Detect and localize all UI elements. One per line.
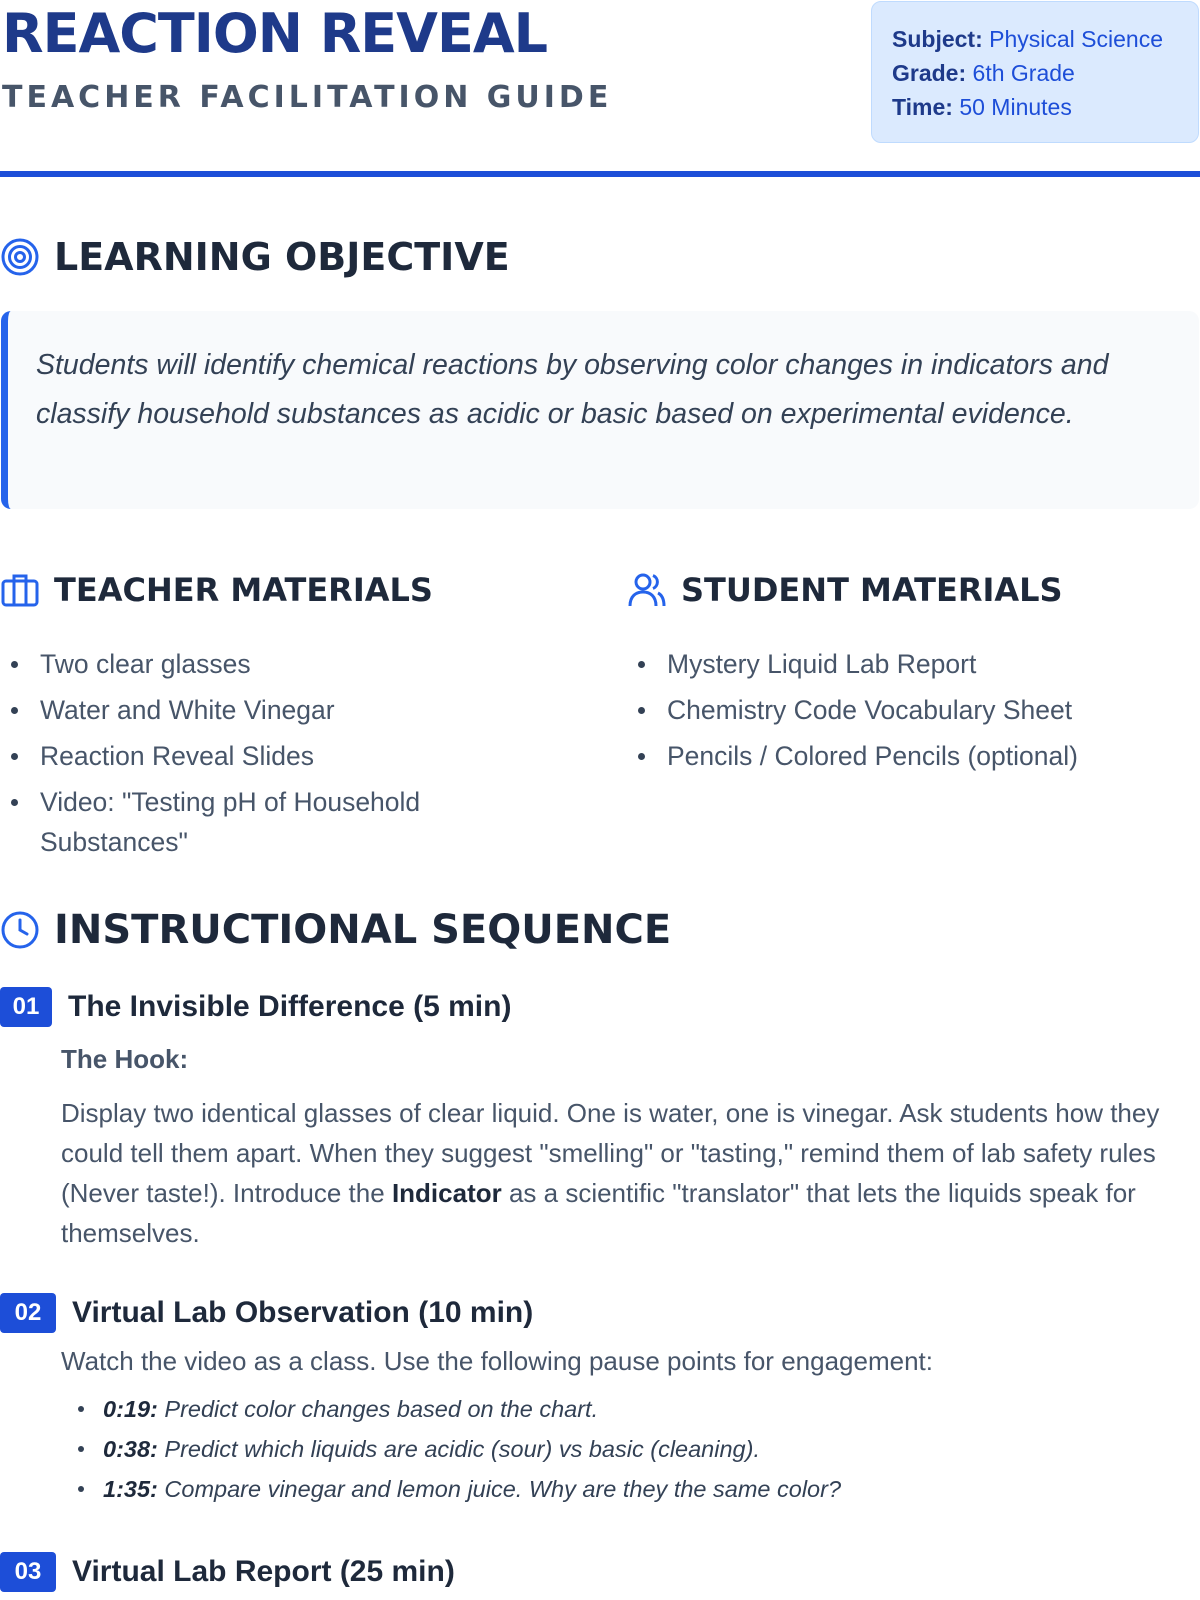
pause-time: 0:19: bbox=[103, 1396, 158, 1422]
sequence-step-02 bbox=[0, 1293, 1200, 1509]
list-item: Water and White Vinegar bbox=[0, 690, 560, 730]
sequence-step-03 bbox=[0, 1552, 455, 1592]
target-icon bbox=[0, 237, 40, 277]
pause-point bbox=[61, 1469, 1200, 1509]
pause-text: Predict color changes based on the chart. bbox=[157, 1396, 599, 1422]
step-title: The Invisible Difference (5 min) bbox=[68, 990, 512, 1023]
step-body bbox=[61, 1093, 1200, 1253]
teacher-materials-heading bbox=[0, 566, 560, 614]
meta-grade-label: Grade: bbox=[892, 60, 967, 86]
list-item: Video: "Testing pH of Household Substances" bbox=[0, 782, 470, 862]
meta-time-label: Time: bbox=[892, 94, 953, 120]
step-intro: Watch the video as a class. Use the following pause points for engagement: bbox=[61, 1346, 933, 1376]
pause-point bbox=[61, 1429, 1200, 1469]
users-icon bbox=[627, 570, 667, 610]
step-header bbox=[0, 987, 1200, 1027]
teacher-materials-list bbox=[0, 644, 560, 862]
sequence-step-01 bbox=[0, 987, 1200, 1253]
list-item: Reaction Reveal Slides bbox=[0, 736, 560, 776]
meta-time-value: 50 Minutes bbox=[959, 94, 1072, 120]
objective-heading bbox=[0, 233, 510, 281]
sequence-heading bbox=[0, 906, 671, 954]
meta-grade-value: 6th Grade bbox=[972, 60, 1075, 86]
meta-subject-label: Subject: bbox=[892, 26, 983, 52]
pause-text: Predict which liquids are acidic (sour) vs basic (cleaning). bbox=[157, 1436, 760, 1462]
step-body-text: as a scientific "translator" that lets the liquids speak for themselves. bbox=[61, 1178, 1136, 1248]
list-item: Mystery Liquid Lab Report bbox=[627, 644, 1200, 684]
step-subheading: The Hook: bbox=[61, 1044, 189, 1074]
step-number-badge: 01 bbox=[0, 987, 52, 1027]
meta-time bbox=[892, 90, 1198, 124]
page-subtitle: TEACHER FACILITATION GUIDE bbox=[2, 80, 613, 115]
pause-point bbox=[61, 1389, 1200, 1429]
meta-subject-value: Physical Science bbox=[989, 26, 1163, 52]
list-item: Two clear glasses bbox=[0, 644, 560, 684]
page-header bbox=[0, 0, 1200, 178]
sequence-heading-text: INSTRUCTIONAL SEQUENCE bbox=[54, 907, 672, 953]
meta-grade bbox=[892, 56, 1198, 90]
header-divider bbox=[0, 171, 1200, 177]
briefcase-icon bbox=[0, 570, 40, 610]
teacher-materials-heading-text: TEACHER MATERIALS bbox=[54, 571, 433, 609]
meta-subject bbox=[892, 22, 1198, 56]
list-item: Pencils / Colored Pencils (optional) bbox=[627, 736, 1200, 776]
student-materials-heading-text: STUDENT MATERIALS bbox=[681, 571, 1063, 609]
objective-box bbox=[1, 311, 1199, 509]
pause-text: Compare vinegar and lemon juice. Why are they the same color? bbox=[157, 1476, 842, 1502]
objective-text: Students will identify chemical reactions by observing color changes in indicators and classify household substances as acidic or basic based on experimental evidence. bbox=[36, 349, 1109, 430]
step-body-text: Display two identical glasses of clear liquid. One is water, one is vinegar. Ask students how they could tell them apart. When they suggest "smelling" or "tasting," remind them of lab safety rules (Never taste!). Introduce the bbox=[61, 1098, 1160, 1208]
lesson-meta-box bbox=[871, 1, 1199, 143]
pause-points-list bbox=[61, 1389, 1200, 1509]
step-number-badge: 03 bbox=[0, 1552, 56, 1592]
clock-icon bbox=[0, 910, 40, 950]
objective-heading-text: LEARNING OBJECTIVE bbox=[54, 235, 510, 279]
step-header bbox=[0, 1293, 1200, 1333]
pause-time: 0:38: bbox=[103, 1436, 158, 1462]
student-materials-heading bbox=[627, 566, 1200, 614]
step-body-term: Indicator bbox=[391, 1178, 502, 1208]
pause-time: 1:35: bbox=[103, 1476, 158, 1502]
student-materials-list bbox=[627, 644, 1200, 776]
step-title: Virtual Lab Observation (10 min) bbox=[72, 1296, 534, 1329]
step-number-badge: 02 bbox=[0, 1293, 56, 1333]
teacher-materials bbox=[0, 566, 560, 868]
step-title: Virtual Lab Report (25 min) bbox=[72, 1555, 455, 1588]
page-title: REACTION REVEAL bbox=[2, 2, 548, 65]
student-materials bbox=[627, 566, 1200, 782]
list-item: Chemistry Code Vocabulary Sheet bbox=[627, 690, 1200, 730]
step-header bbox=[0, 1552, 455, 1592]
